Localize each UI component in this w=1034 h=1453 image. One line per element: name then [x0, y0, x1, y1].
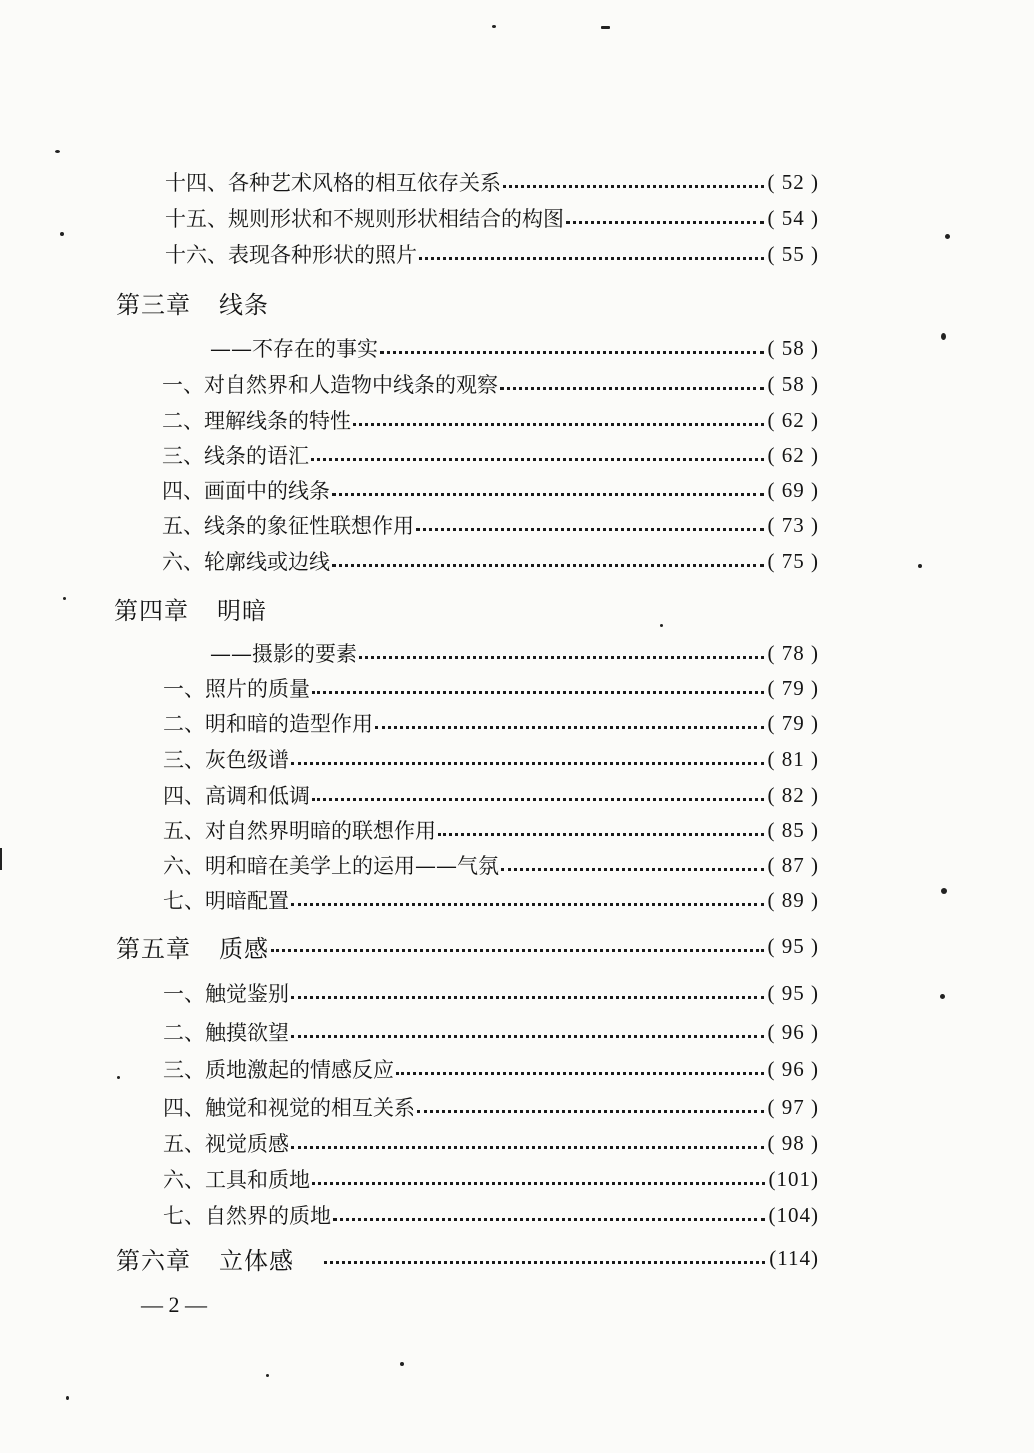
scan-speck — [60, 232, 64, 236]
toc-page-number: ( 79 ) — [767, 710, 819, 735]
dot-leader — [333, 1218, 765, 1221]
dot-leader — [500, 387, 764, 390]
toc-entry-title: 十四、各种艺术风格的相互依存关系 — [165, 171, 501, 195]
toc-page-number: ( 89 ) — [767, 887, 819, 912]
toc-entry-title: 五、线条的象征性联想作用 — [162, 514, 414, 538]
page-number: — 2 — — [141, 1292, 207, 1317]
scan-speck — [941, 888, 947, 894]
toc-entry-title: 四、高调和低调 — [163, 784, 310, 808]
toc-entry-title: 一、对自然界和人造物中线条的观察 — [162, 373, 498, 397]
chapter-name: 质感 — [219, 934, 269, 963]
toc-entry-title: 六、工具和质地 — [163, 1168, 310, 1192]
toc-subtitle-text: ——不存在的事实 — [210, 337, 378, 361]
toc-subtitle-text: ——摄影的要素 — [210, 642, 357, 666]
scan-speck — [940, 994, 945, 999]
dot-leader — [419, 257, 764, 260]
chapter-label: 第三章 — [116, 290, 191, 319]
toc-entry — [0, 164, 1034, 200]
toc-entry — [0, 1161, 1034, 1197]
dot-leader — [375, 726, 764, 729]
toc-page-number: ( 54 ) — [767, 205, 819, 230]
toc-entry-title: 六、轮廓线或边线 — [162, 550, 330, 574]
toc-page-number: ( 79 ) — [767, 675, 819, 700]
dot-leader — [332, 564, 764, 567]
scan-speck — [945, 234, 950, 239]
toc-page-number: ( 95 ) — [767, 980, 819, 1005]
toc-page-number: ( 73 ) — [767, 512, 819, 537]
toc-entry-title: 七、明暗配置 — [163, 889, 289, 913]
chapter-name: 线条 — [219, 290, 269, 319]
toc-page-number: ( 58 ) — [767, 335, 819, 360]
toc-page-number: ( 62 ) — [767, 407, 819, 432]
dot-leader — [503, 185, 764, 188]
toc-page-number: ( 96 ) — [767, 1056, 819, 1081]
scan-speck — [0, 848, 2, 870]
toc-entry-title: 一、照片的质量 — [163, 677, 310, 701]
toc-page-number: (101) — [768, 1166, 819, 1191]
toc-chapter-heading — [0, 590, 1034, 626]
scan-speck — [117, 1076, 120, 1079]
toc-entry — [0, 777, 1034, 813]
toc-entry-title: 十五、规则形状和不规则形状相结合的构图 — [165, 207, 564, 231]
scan-speck — [55, 150, 60, 153]
scan-speck — [492, 25, 496, 28]
chapter-name: 立体感 — [219, 1246, 294, 1275]
toc-page-number: ( 58 ) — [767, 371, 819, 396]
toc-page-number: (104) — [768, 1202, 819, 1227]
toc-chapter-heading — [0, 1240, 1034, 1276]
toc-entry-title: 二、明和暗的造型作用 — [163, 712, 373, 736]
scan-speck — [66, 1396, 69, 1400]
dot-leader — [324, 1261, 765, 1264]
toc-entry — [0, 543, 1034, 579]
toc-page-number: ( 81 ) — [767, 746, 819, 771]
toc-page-number: ( 98 ) — [767, 1130, 819, 1155]
dot-leader — [438, 833, 764, 836]
toc-entry-title: 七、自然界的质地 — [163, 1204, 331, 1228]
toc-entry-title: 四、画面中的线条 — [162, 479, 330, 503]
scan-speck — [63, 597, 66, 600]
toc-page-number: ( 55 ) — [767, 241, 819, 266]
toc-page-number: ( 97 ) — [767, 1094, 819, 1119]
dot-leader — [380, 351, 764, 354]
toc-page-number: ( 96 ) — [767, 1019, 819, 1044]
dot-leader — [501, 868, 764, 871]
dot-leader — [291, 996, 764, 999]
toc-entry — [0, 1125, 1034, 1161]
dot-leader — [291, 1146, 764, 1149]
toc-entry-title: 六、明和暗在美学上的运用——气氛 — [163, 854, 499, 878]
toc-page-number: (114) — [769, 1245, 819, 1270]
toc-page-number: ( 62 ) — [767, 442, 819, 467]
toc-page-number: ( 85 ) — [767, 817, 819, 842]
toc-entry — [0, 1014, 1034, 1050]
toc-chapter-subtitle — [0, 330, 1034, 366]
toc-entry — [0, 366, 1034, 402]
scan-speck — [266, 1374, 269, 1377]
chapter-label: 第六章 — [116, 1246, 191, 1275]
toc-entry — [0, 1197, 1034, 1233]
toc-entry — [0, 1089, 1034, 1125]
dot-leader — [291, 903, 764, 906]
dot-leader — [312, 798, 764, 801]
toc-entry-title: 三、质地激起的情感反应 — [163, 1058, 394, 1082]
toc-page-number: ( 82 ) — [767, 782, 819, 807]
dot-leader — [291, 762, 764, 765]
scan-speck — [918, 564, 922, 568]
toc-entry — [0, 812, 1034, 848]
toc-page-number: ( 52 ) — [767, 169, 819, 194]
chapter-label: 第五章 — [116, 934, 191, 963]
toc-entry — [0, 200, 1034, 236]
toc-entry-title: 三、线条的语汇 — [162, 444, 309, 468]
toc-entry-title: 四、触觉和视觉的相互关系 — [163, 1096, 415, 1120]
toc-entry — [0, 1051, 1034, 1087]
toc-entry-title: 二、理解线条的特性 — [162, 409, 351, 433]
toc-page-number: ( 78 ) — [767, 640, 819, 665]
toc-entry — [0, 975, 1034, 1011]
toc-chapter-subtitle — [0, 635, 1034, 671]
toc-entry — [0, 472, 1034, 508]
dot-leader — [353, 423, 764, 426]
scan-speck — [660, 624, 663, 627]
toc-entry — [0, 705, 1034, 741]
toc-entry-title: 三、灰色级谱 — [163, 748, 289, 772]
toc-entry-title: 五、对自然界明暗的联想作用 — [163, 819, 436, 843]
toc-entry — [0, 236, 1034, 272]
toc-entry — [0, 741, 1034, 777]
dot-leader — [271, 949, 764, 952]
dot-leader — [311, 458, 764, 461]
toc-entry — [0, 670, 1034, 706]
toc-entry — [0, 507, 1034, 543]
dot-leader — [312, 1182, 765, 1185]
toc-entry-title: 五、视觉质感 — [163, 1132, 289, 1156]
toc-page-number: ( 95 ) — [767, 933, 819, 958]
toc-page-number: ( 75 ) — [767, 548, 819, 573]
dot-leader — [396, 1072, 764, 1075]
toc-entry — [0, 847, 1034, 883]
toc-entry — [0, 402, 1034, 438]
scan-speck — [400, 1362, 404, 1366]
scan-speck — [941, 333, 946, 340]
toc-entry-title: 一、触觉鉴别 — [163, 982, 289, 1006]
dot-leader — [359, 656, 764, 659]
toc-page-number: ( 87 ) — [767, 852, 819, 877]
toc-chapter-heading — [0, 284, 1034, 320]
toc-entry — [0, 437, 1034, 473]
toc-page-number: ( 69 ) — [767, 477, 819, 502]
dot-leader — [566, 221, 764, 224]
toc-entry-title: 二、触摸欲望 — [163, 1021, 289, 1045]
dot-leader — [416, 528, 764, 531]
dot-leader — [291, 1035, 764, 1038]
toc-entry — [0, 882, 1034, 918]
chapter-label: 第四章 — [114, 596, 189, 625]
dot-leader — [417, 1110, 764, 1113]
dot-leader — [312, 691, 764, 694]
scan-speck — [601, 26, 610, 29]
chapter-name: 明暗 — [217, 596, 267, 625]
toc-entry-title: 十六、表现各种形状的照片 — [165, 243, 417, 267]
toc-chapter-heading — [0, 928, 1034, 964]
dot-leader — [332, 493, 764, 496]
